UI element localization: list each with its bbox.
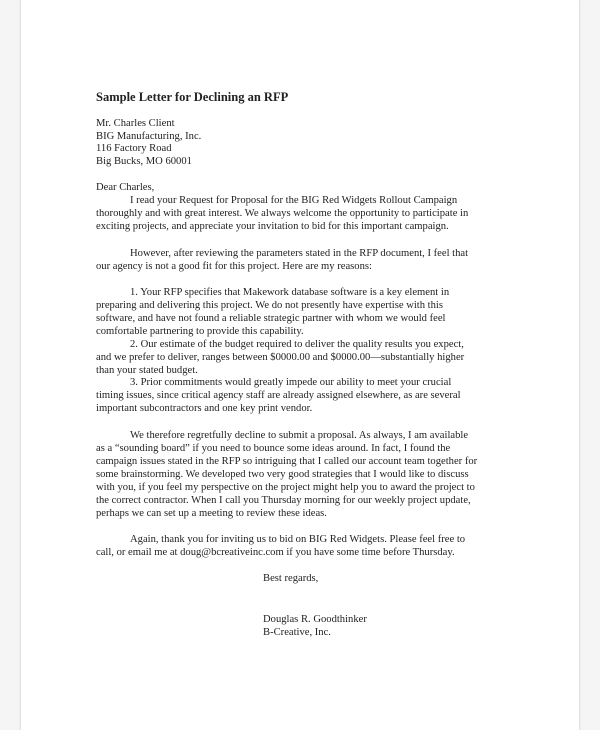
salutation: Dear Charles, — [96, 182, 155, 193]
paragraph-line: exciting projects, and appreciate your invitation to bid for this important campaign. — [96, 221, 449, 232]
reason-line: comfortable partnering to provide this capability. — [96, 326, 304, 337]
paragraph-line: However, after reviewing the parameters stated in the RFP document, I feel that — [130, 248, 469, 259]
paragraph-line: thoroughly and with great interest. We always welcome the opportunity to participate in — [96, 208, 469, 219]
paragraph-line: Again, thank you for inviting us to bid on BIG Red Widgets. Please feel free to — [130, 534, 466, 545]
reason-line: software, and have not found a reliable strategic partner with whom we would feel — [96, 313, 446, 324]
reason-line: 3. Prior commitments would greatly impede our ability to meet your crucial — [130, 377, 452, 388]
signature-name: Douglas R. Goodthinker — [263, 614, 367, 625]
paragraph-line: perhaps we can set up a meeting to review these ideas. — [96, 508, 327, 519]
address-line: Mr. Charles Client — [96, 118, 175, 129]
paragraph-line: our agency is not a good fit for this project. Here are my reasons: — [96, 261, 372, 272]
letter-title: Sample Letter for Declining an RFP — [96, 90, 289, 104]
reason-line: timing issues, since critical agency staff are already assigned elsewhere, as are several — [96, 390, 461, 401]
paragraph-line: the correct contractor. When I call you Thursday morning for our weekly project update, — [96, 495, 471, 506]
address-line: Big Bucks, MO 60001 — [96, 156, 192, 167]
reason-line: important subcontractors and one key print vendor. — [96, 403, 313, 414]
reason-line: than your stated budget. — [96, 365, 198, 376]
reason-line: 1. Your RFP specifies that Makework database software is a key element in — [130, 287, 450, 298]
paragraph-line: We therefore regretfully decline to submit a proposal. As always, I am available — [130, 430, 469, 441]
reason-line: and we prefer to deliver, ranges between $0000.00 and $0000.00—substantially higher — [96, 352, 465, 363]
paragraph-line: call, or email me at doug@bcreativeinc.com if you have some time before Thursday. — [96, 547, 455, 558]
closing: Best regards, — [263, 573, 319, 584]
reason-line: preparing and delivering this project. We do not presently have expertise with this — [96, 300, 443, 311]
paragraph-line: campaign issues stated in the RFP so intriguing that I called our account team together for — [96, 456, 478, 467]
reason-line: 2. Our estimate of the budget required to deliver the quality results you expect, — [130, 339, 464, 350]
paragraph-line: some brainstorming. We developed two very good strategies that I would like to discuss — [96, 469, 469, 480]
address-line: BIG Manufacturing, Inc. — [96, 131, 202, 142]
signature-company: B-Creative, Inc. — [263, 627, 331, 638]
paragraph-line: with you, if you feel my perspective on the project might help you to award the project to — [96, 482, 475, 493]
address-line: 116 Factory Road — [96, 143, 172, 154]
paragraph-line: I read your Request for Proposal for the BIG Red Widgets Rollout Campaign — [130, 195, 458, 206]
paragraph-line: as a “sounding board” if you need to bounce some ideas around. In fact, I found the — [96, 443, 451, 454]
